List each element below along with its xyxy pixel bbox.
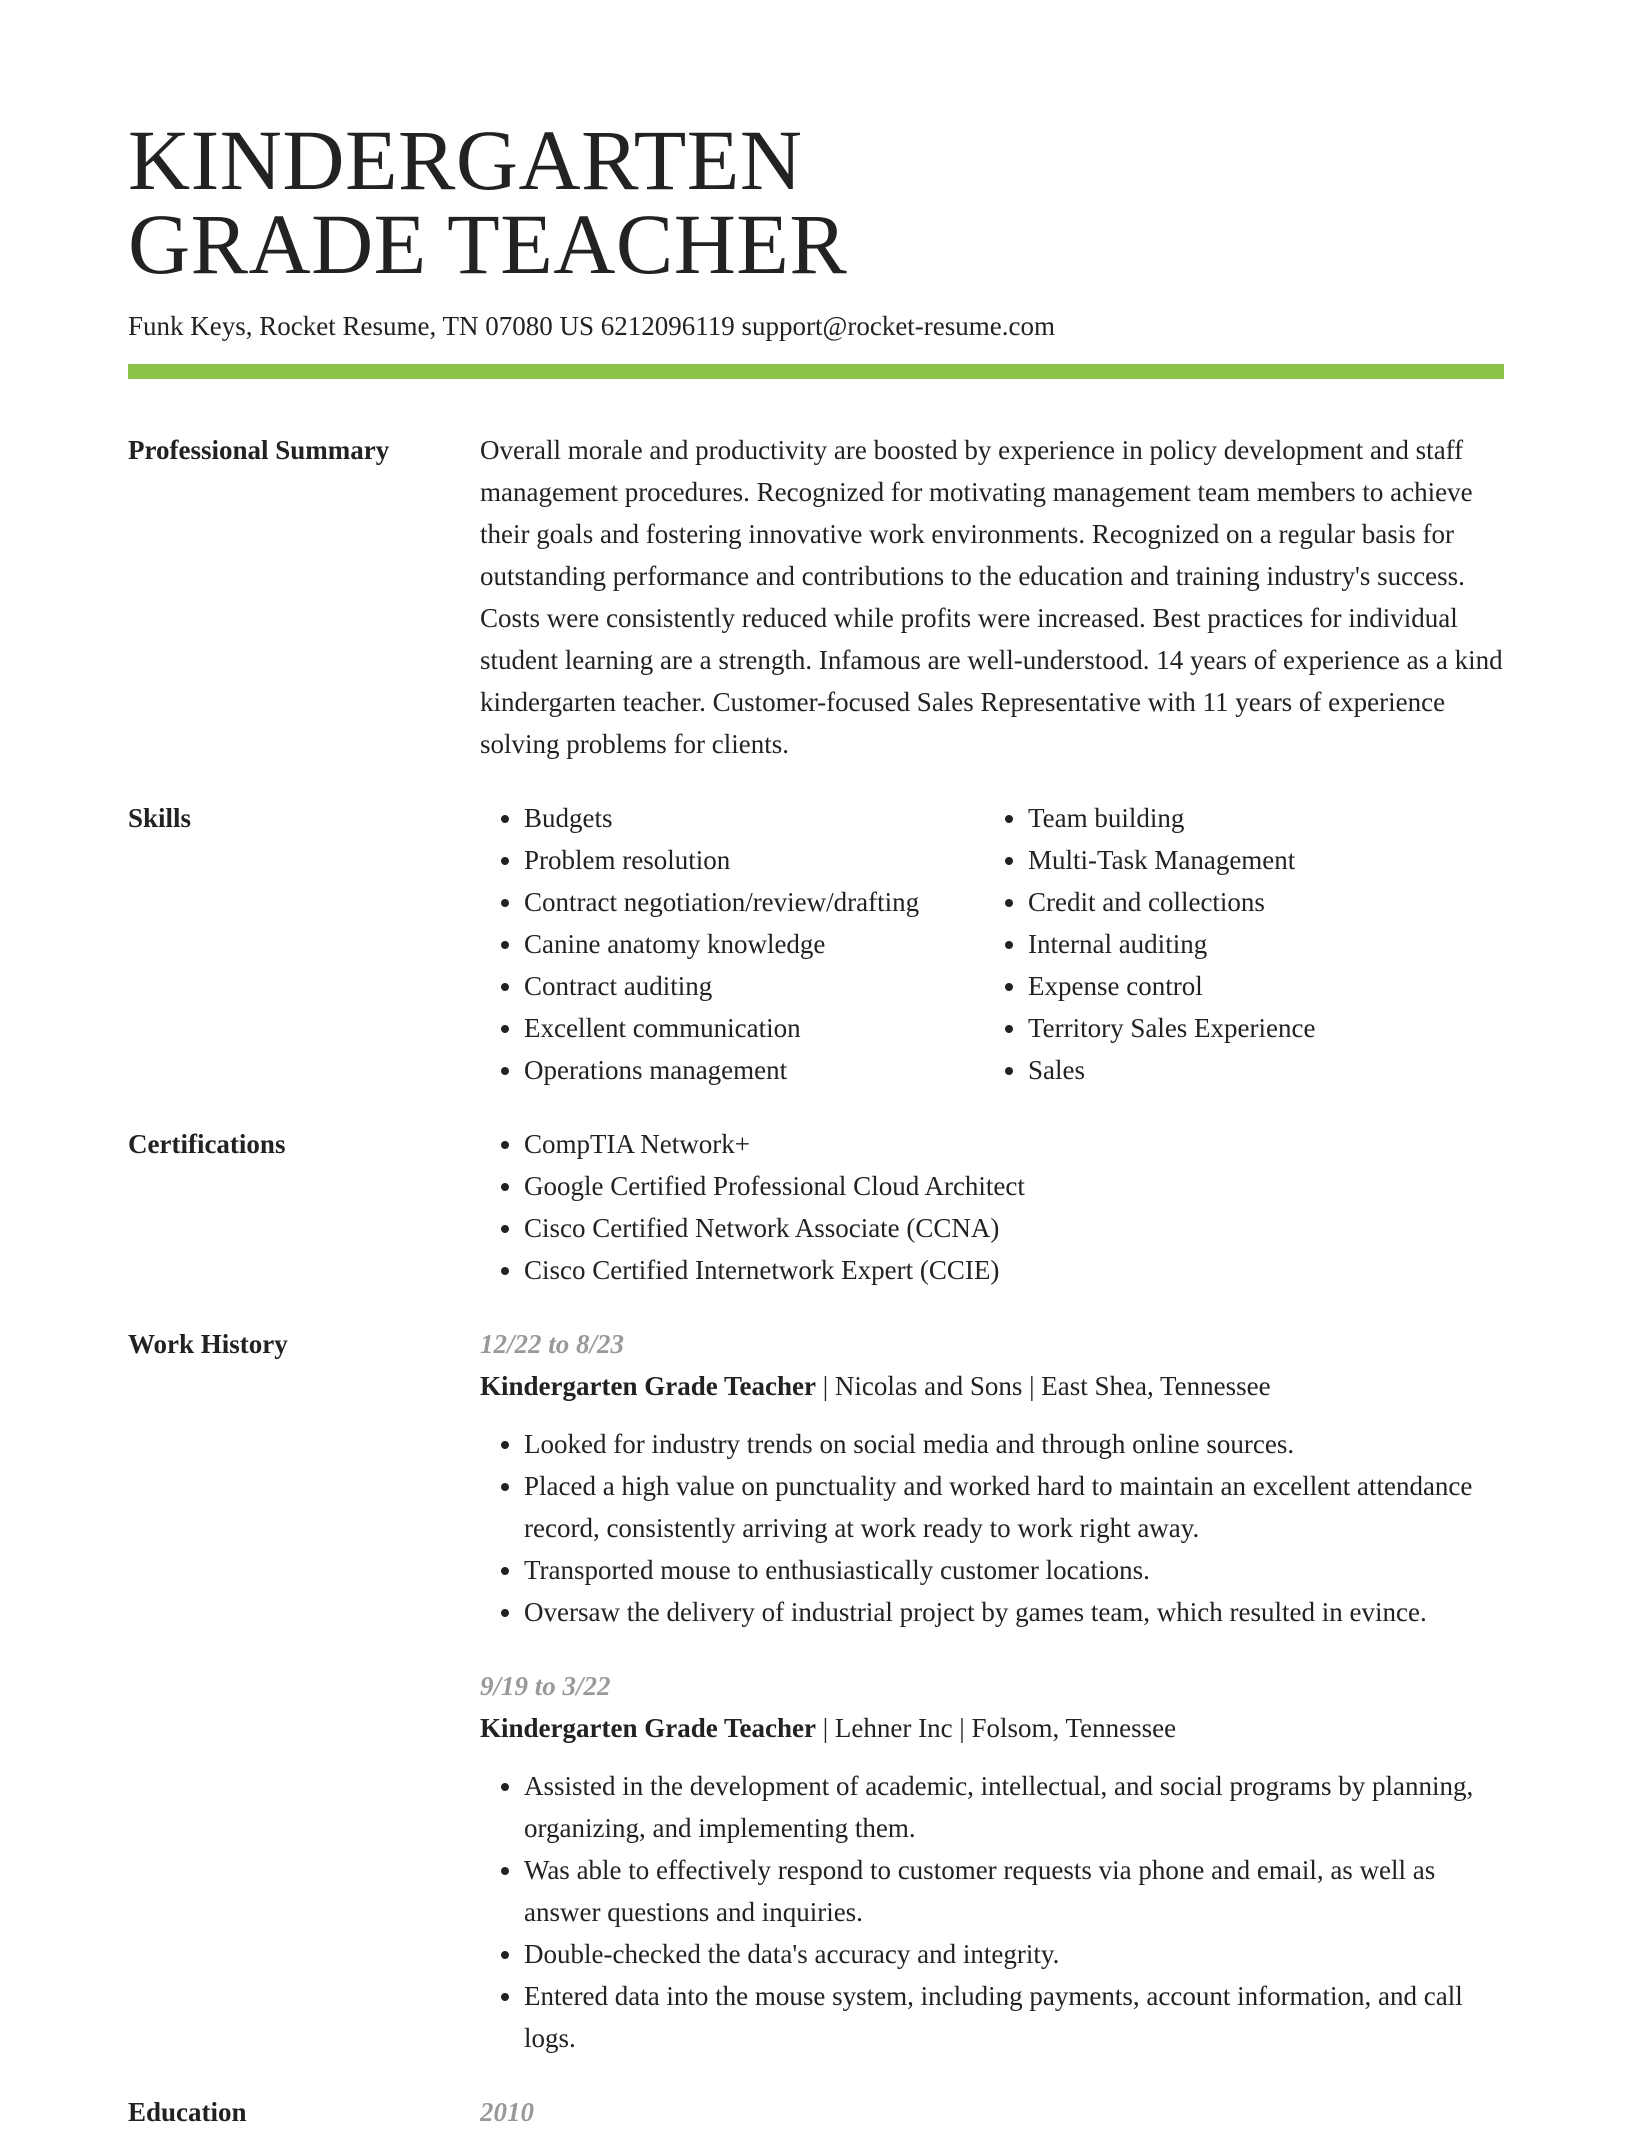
skill-item: • Sales [1028, 1049, 1488, 1091]
job-details: | Nicolas and Sons | East Shea, Tennessee [815, 1371, 1271, 1401]
skill-item: • Canine anatomy knowledge [524, 923, 984, 965]
job-bullet: • Assisted in the development of academic, intellectual, and social programs by planning, organizing, and implementing them. [524, 1765, 1504, 1849]
skills-list-left [480, 797, 984, 1091]
skill-item: • Expense control [1028, 965, 1488, 1007]
resume-page [128, 112, 1504, 2133]
job-entry [480, 1665, 1504, 2059]
job-bullet: • Transported mouse to enthusiastically customer locations. [524, 1549, 1504, 1591]
skill-item: • Internal auditing [1028, 923, 1488, 965]
job-bullet: • Double-checked the data's accuracy and integrity. [524, 1933, 1504, 1975]
job-bullet: • Placed a high value on punctuality and worked hard to maintain an excellent attendance record, consistently arriving at work ready to work right away. [524, 1465, 1504, 1549]
certification-item: • Cisco Certified Internetwork Expert (CCIE) [524, 1249, 1504, 1291]
skill-item: • Budgets [524, 797, 984, 839]
header-divider [128, 364, 1504, 379]
job-dates: 9/19 to 3/22 [480, 1671, 611, 1701]
work-history-label: Work History [128, 1329, 288, 1359]
contact-info: Funk Keys, Rocket Resume, TN 07080 US 6212096119 support@rocket-resume.com [128, 311, 1056, 341]
job-entry [480, 1323, 1504, 1633]
skill-item: • Multi-Task Management [1028, 839, 1488, 881]
job-bullets [480, 1423, 1504, 1633]
skills-label: Skills [128, 803, 192, 833]
skill-item: • Credit and collections [1028, 881, 1488, 923]
resume-title [128, 112, 1504, 292]
certifications-section [128, 1123, 1504, 1291]
summary-text: Overall morale and productivity are boosted by experience in policy development and staff management procedures. Recognized for motivating management team members to achieve their goals and fostering innovative work environments. Recognized on a regular basis for outstanding performance and contributions to the education and training industry's success. Costs were consistently reduced while profits were increased. Best practices for individual student learning are a strength. Infamous are well-understood. 14 years of experience as a kind kindergarten teacher. Customer-focused Sales Representative with 11 years of experience solving problems for clients. [480, 435, 1503, 759]
job-bullet: • Was able to effectively respond to customer requests via phone and email, as well as answer questions and inquiries. [524, 1849, 1504, 1933]
job-bullet: • Looked for industry trends on social media and through online sources. [524, 1423, 1504, 1465]
job-dates: 12/22 to 8/23 [480, 1329, 625, 1359]
summary-section [128, 429, 1504, 765]
skill-item: • Territory Sales Experience [1028, 1007, 1488, 1049]
skill-item: • Excellent communication [524, 1007, 984, 1049]
certification-item: • Cisco Certified Network Associate (CCNA) [524, 1207, 1504, 1249]
skill-item: • Operations management [524, 1049, 984, 1091]
job-title: Kindergarten Grade Teacher [480, 1713, 816, 1743]
job-bullet: • Entered data into the mouse system, including payments, account information, and call logs. [524, 1975, 1504, 2059]
job-details: | Lehner Inc | Folsom, Tennessee [815, 1713, 1177, 1743]
education-section [128, 2091, 1504, 2133]
certification-item: • CompTIA Network+ [524, 1123, 1504, 1165]
job-bullet: • Oversaw the delivery of industrial project by games team, which resulted in evince. [524, 1591, 1504, 1633]
job-heading [480, 1365, 1504, 1407]
skill-item: • Team building [1028, 797, 1488, 839]
job-title: Kindergarten Grade Teacher [480, 1371, 816, 1401]
title-line-2: GRADE TEACHER [128, 196, 848, 292]
job-bullets [480, 1765, 1504, 2059]
certifications-label: Certifications [128, 1129, 286, 1159]
skill-item: • Contract negotiation/review/drafting [524, 881, 984, 923]
skills-list-right [984, 797, 1488, 1091]
skill-item: • Problem resolution [524, 839, 984, 881]
skills-section [128, 797, 1504, 1091]
work-history-section [128, 1323, 1504, 2059]
skill-item: • Contract auditing [524, 965, 984, 1007]
job-heading [480, 1707, 1504, 1749]
certifications-list [480, 1123, 1504, 1291]
certification-item: • Google Certified Professional Cloud Architect [524, 1165, 1504, 1207]
title-line-1: KINDERGARTEN [128, 112, 803, 208]
education-label: Education [128, 2097, 247, 2127]
education-date: 2010 [480, 2097, 534, 2127]
summary-label: Professional Summary [128, 435, 390, 465]
